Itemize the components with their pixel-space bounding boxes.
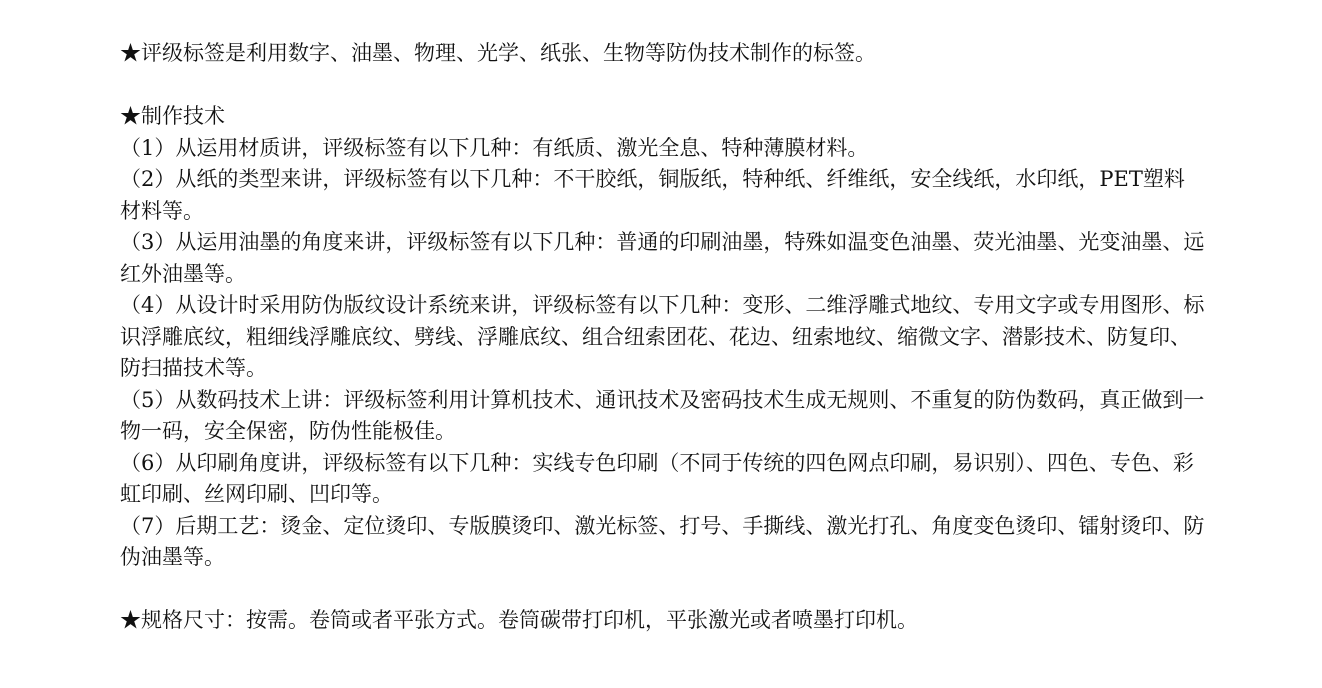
specs-paragraph: ★规格尺寸：按需。卷筒或者平张方式。卷筒碳带打印机，平张激光或者喷墨打印机。 bbox=[120, 608, 918, 632]
techniques-heading: ★制作技术 bbox=[120, 104, 225, 128]
paragraph-spacer bbox=[120, 70, 1205, 102]
document-body bbox=[120, 38, 1205, 637]
intro-paragraph: ★评级标签是利用数字、油墨、物理、光学、纸张、生物等防伪技术制作的标签。 bbox=[120, 41, 876, 65]
technique-item-7: （7）后期工艺：烫金、定位烫印、专版膜烫印、激光标签、打号、手撕线、激光打孔、角度变色烫印、镭射烫印、防伪油墨等。 bbox=[120, 513, 1205, 569]
paragraph-spacer bbox=[120, 574, 1205, 606]
technique-item-2: （2）从纸的类型来讲，评级标签有以下几种：不干胶纸，铜版纸，特种纸、纤维纸，安全线纸，水印纸，PET塑料材料等。 bbox=[120, 167, 1185, 223]
technique-item-6: （6）从印刷角度讲，评级标签有以下几种：实线专色印刷（不同于传统的四色网点印刷，易识别）、四色、专色、彩虹印刷、丝网印刷、凹印等。 bbox=[120, 450, 1194, 506]
technique-item-4: （4）从设计时采用防伪版纹设计系统来讲，评级标签有以下几种：变形、二维浮雕式地纹、专用文字或专用图形、标识浮雕底纹，粗细线浮雕底纹、劈线、浮雕底纹、组合纽索团花、花边、纽索地纹、缩微文字、潜影技术、防复印、防扫描技术等。 bbox=[120, 293, 1205, 380]
technique-item-1: （1）从运用材质讲，评级标签有以下几种：有纸质、激光全息、特种薄膜材料。 bbox=[120, 135, 869, 160]
technique-item-5: （5）从数码技术上讲：评级标签利用计算机技术、通讯技术及密码技术生成无规则、不重复的防伪数码，真正做到一物一码，安全保密，防伪性能极佳。 bbox=[120, 387, 1205, 443]
technique-item-3: （3）从运用油墨的角度来讲，评级标签有以下几种：普通的印刷油墨，特殊如温变色油墨、荧光油墨、光变油墨、远红外油墨等。 bbox=[120, 230, 1205, 286]
